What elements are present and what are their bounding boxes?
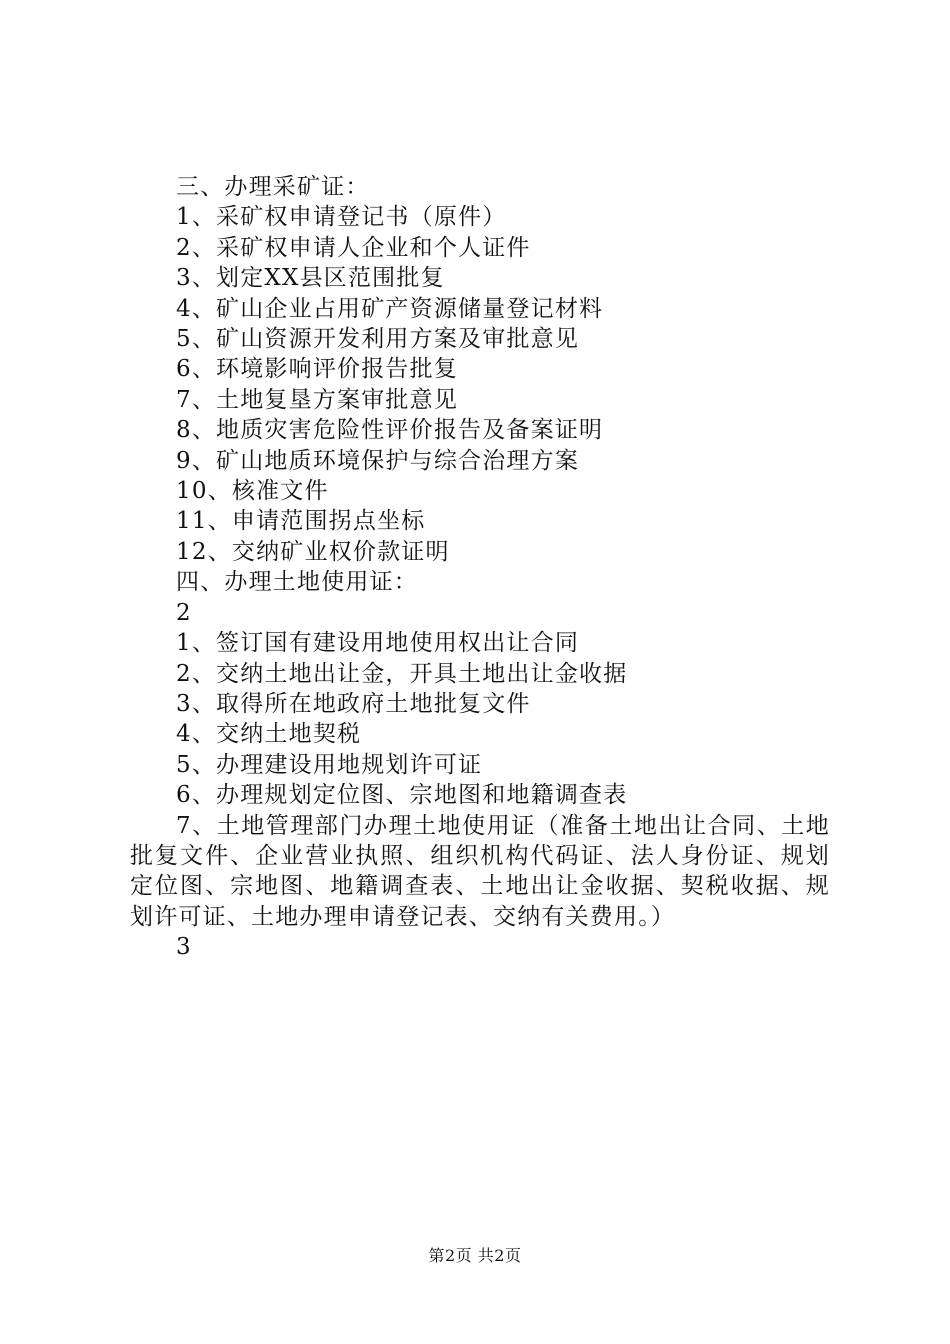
page-number-marker: 3 bbox=[176, 934, 192, 961]
list-item: 10、核准文件 bbox=[176, 478, 329, 505]
list-item: 11、申请范围拐点坐标 bbox=[176, 508, 426, 535]
list-item: 5、办理建设用地规划许可证 bbox=[176, 751, 483, 778]
list-item: 4、交纳土地契税 bbox=[176, 721, 362, 748]
page-footer: 第2页 共2页 bbox=[428, 1246, 522, 1265]
list-item: 12、交纳矿业权价款证明 bbox=[176, 538, 450, 565]
list-item: 3、划定XX县区范围批复 bbox=[176, 265, 445, 292]
list-item: 3、取得所在地政府土地批复文件 bbox=[176, 690, 531, 717]
page-number-marker: 2 bbox=[176, 599, 192, 626]
list-item: 9、矿山地质环境保护与综合治理方案 bbox=[176, 447, 580, 474]
list-item: 4、矿山企业占用矿产资源储量登记材料 bbox=[176, 295, 604, 322]
list-item: 1、签订国有建设用地使用权出让合同 bbox=[176, 630, 580, 657]
list-item: 7、土地复垦方案审批意见 bbox=[176, 386, 459, 413]
list-item: 5、矿山资源开发利用方案及审批意见 bbox=[176, 326, 580, 353]
document-body bbox=[130, 172, 830, 963]
list-item: 1、采矿权申请登记书（原件） bbox=[176, 204, 507, 231]
list-item: 2、采矿权申请人企业和个人证件 bbox=[176, 234, 531, 261]
list-item: 8、地质灾害危险性评价报告及备案证明 bbox=[176, 417, 604, 444]
section-heading-land-use-certificate: 四、办理土地使用证： bbox=[176, 569, 418, 596]
list-item: 6、办理规划定位图、宗地图和地籍调查表 bbox=[176, 782, 628, 809]
list-item-paragraph: 7、土地管理部门办理土地使用证（准备土地出让合同、土地批复文件、企业营业执照、组织机构代码证、法人身份证、规划定位图、宗地图、地籍调查表、土地出让金收据、契税收据、规划许可证、土地办理申请登记表、交纳有关费用。） bbox=[130, 812, 830, 930]
list-item: 6、环境影响评价报告批复 bbox=[176, 356, 459, 383]
list-item: 2、交纳土地出让金，开具土地出让金收据 bbox=[176, 660, 628, 687]
section-heading-mining-license: 三、办理采矿证： bbox=[176, 174, 370, 200]
